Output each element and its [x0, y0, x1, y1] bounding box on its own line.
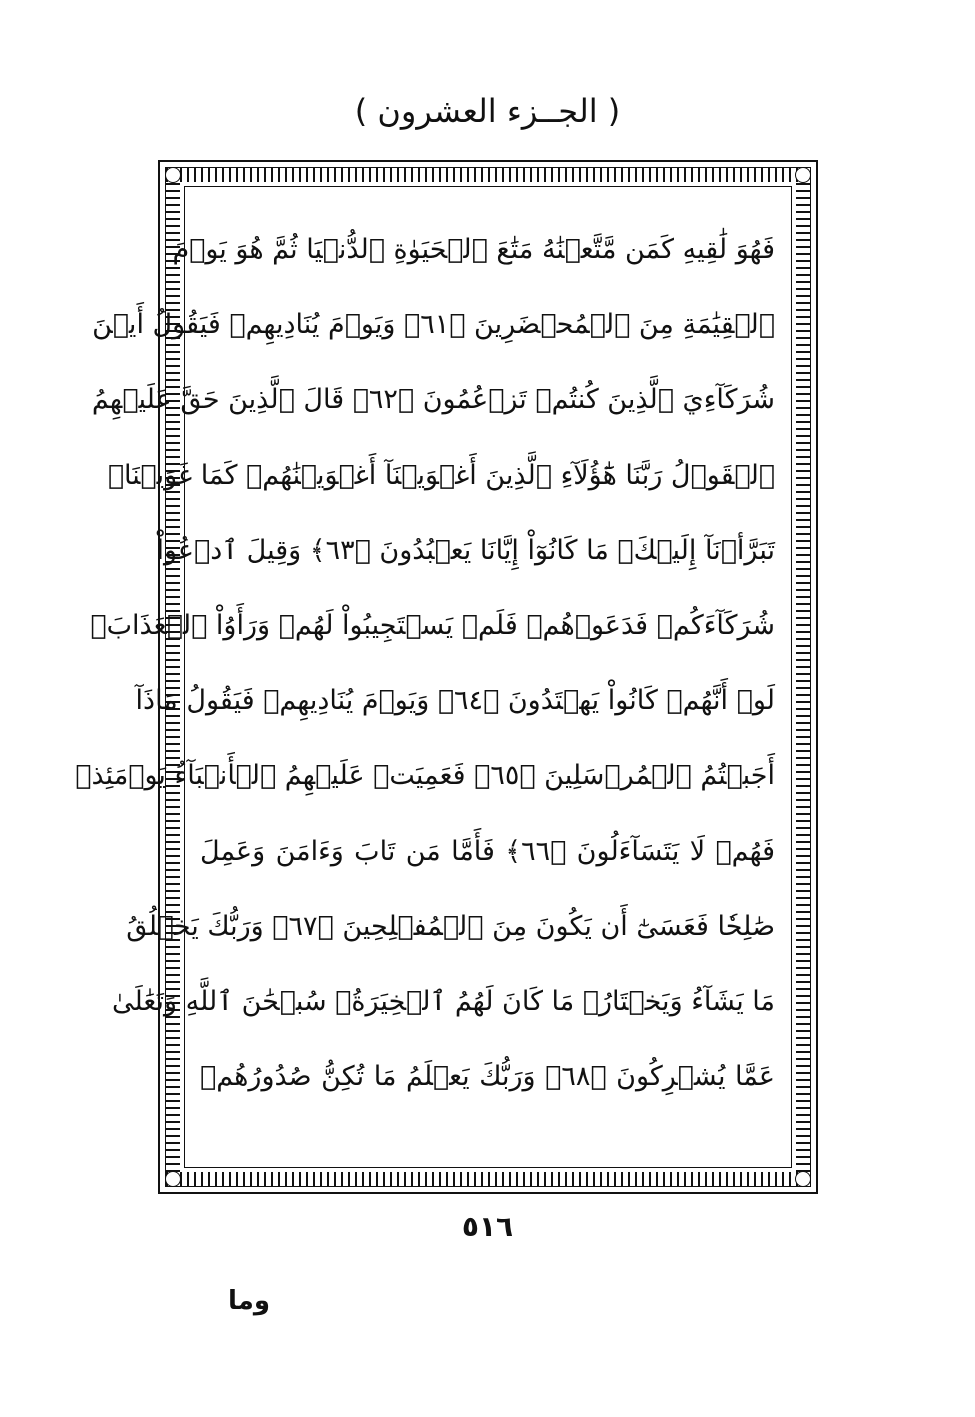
verse-line: فَهُمۡ لَا يَتَسَآءَلُونَ ﴿٦٦﴾ فَأَمَّا مَن تَابَ وَءَامَنَ وَعَمِلَ [200, 835, 775, 867]
verse-line: شُرَكَآءَكُمۡ فَدَعَوۡهُمۡ فَلَمۡ يَسۡتَجِيبُواْ لَهُمۡ وَرَأَوُاْ ٱلۡعَذَابَۚ [90, 609, 775, 641]
corner-ornament-icon [795, 1171, 811, 1187]
page-header: ( الجــزء العشرون ) [354, 92, 621, 130]
verse-line: لَوۡ أَنَّهُمۡ كَانُواْ يَهۡتَدُونَ ﴿٦٤﴾ وَيَوۡمَ يُنَادِيهِمۡ فَيَقُولُ مَاذَآ [135, 685, 775, 717]
verse-line: مَا يَشَآءُ وَيَخۡتَارُۗ مَا كَانَ لَهُمُ ٱلۡخِيَرَةُۚ سُبۡحَٰنَ ٱللَّهِ وَتَعَٰلَىٰ [111, 985, 775, 1017]
corner-ornament-icon [165, 167, 181, 183]
verse-line: صَٰلِحٗا فَعَسَىٰٓ أَن يَكُونَ مِنَ ٱلۡمُفۡلِحِينَ ﴿٦٧﴾ وَرَبُّكَ يَخۡلُقُ [126, 910, 775, 942]
verse-line: ٱلۡقَوۡلُ رَبَّنَا هَٰٓؤُلَآءِ ٱلَّذِينَ أَغۡوَيۡنَآ أَغۡوَيۡنَٰهُمۡ كَمَا غَوَيۡنَاۖ [107, 459, 775, 491]
verse-line: أَجَبۡتُمُ ٱلۡمُرۡسَلِينَ ﴿٦٥﴾ فَعَمِيَتۡ عَلَيۡهِمُ ٱلۡأَنۢبَآءُ يَوۡمَئِذٖ [75, 760, 775, 792]
corner-ornament-icon [165, 1171, 181, 1187]
verse-line: عَمَّا يُشۡرِكُونَ ﴿٦٨﴾ وَرَبُّكَ يَعۡلَمُ مَا تُكِنُّ صُدُورُهُمۡ [200, 1061, 775, 1093]
corner-ornament-icon [795, 167, 811, 183]
page-number: ٥١٦ [461, 1210, 514, 1243]
verse-line: شُرَكَآءِيَ ٱلَّذِينَ كُنتُمۡ تَزۡعُمُونَ ﴿٦٢﴾ قَالَ ٱلَّذِينَ حَقَّ عَلَيۡهِمُ [91, 384, 775, 416]
verse-line: ٱلۡقِيَٰمَةِ مِنَ ٱلۡمُحۡضَرِينَ ﴿٦١﴾ وَيَوۡمَ يُنَادِيهِمۡ فَيَقُولُ أَيۡنَ [92, 309, 775, 341]
verse-text-block [75, 212, 775, 1114]
verse-line: فَهُوَ لَٰقِيهِ كَمَن مَّتَّعۡنَٰهُ مَتَٰعَ ٱلۡحَيَوٰةِ ٱلدُّنۡيَا ثُمَّ هُوَ يَوۡمَ [172, 234, 775, 265]
verse-line: تَبَرَّأۡنَآ إِلَيۡكَۖ مَا كَانُوٓاْ إِيَّانَا يَعۡبُدُونَ ﴿٦٣﴾ وَقِيلَ ٱدۡعُواْ [156, 534, 775, 566]
catchword: وما [228, 1286, 271, 1316]
